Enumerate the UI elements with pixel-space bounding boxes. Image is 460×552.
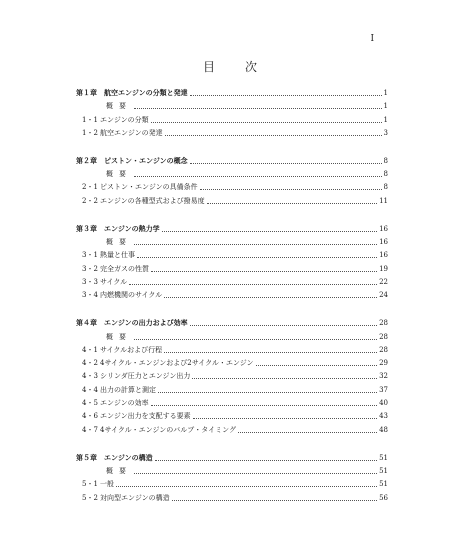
section-title: 概要 (106, 170, 132, 179)
toc-entry[interactable] (76, 98, 388, 111)
chapter-title: エンジンの出力および効率 (104, 319, 188, 328)
section-number: 4・3 (82, 372, 98, 381)
leader-dots (256, 365, 378, 366)
section-title: シリンダ圧力とエンジン出力 (100, 372, 191, 381)
page-ref: 1 (383, 115, 388, 124)
section-title: 4サイクル・エンジンのバルブ・タイミング (100, 425, 236, 434)
toc-chapter (76, 152, 388, 206)
page-ref: 24 (379, 291, 388, 300)
section-title: 対向型エンジンの構造 (100, 493, 170, 502)
section-title: ピストン・エンジンの具備条件 (100, 183, 198, 192)
page-ref: 56 (379, 493, 388, 502)
toc-entry[interactable] (76, 260, 388, 273)
page-ref: 3 (383, 128, 388, 137)
toc-entry[interactable] (76, 489, 388, 502)
chapter-heading[interactable] (76, 152, 388, 166)
page-ref: 51 (379, 480, 388, 489)
toc-entry[interactable] (76, 274, 388, 287)
leader-dots (158, 392, 377, 393)
leader-dots (162, 231, 377, 232)
section-title: エンジンの効率 (100, 399, 149, 408)
section-number: 1・2 (82, 128, 98, 137)
page-ref: 37 (379, 385, 388, 394)
page-ref: 28 (379, 319, 388, 328)
chapter-number: 第４章 (76, 319, 97, 328)
leader-dots (190, 95, 382, 96)
toc-chapter (76, 314, 388, 434)
chapter-number: 第５章 (76, 453, 97, 462)
leader-dots (164, 297, 377, 298)
section-number: 1・1 (82, 115, 98, 124)
leader-dots (190, 325, 377, 326)
toc-chapter (76, 84, 388, 138)
chapter-number: 第１章 (76, 89, 97, 97)
section-title: 概要 (106, 332, 132, 341)
section-title: 熱量と仕事 (100, 251, 135, 260)
section-title: エンジンの分類 (100, 115, 149, 124)
leader-dots (165, 135, 382, 136)
toc-entry[interactable] (76, 328, 388, 341)
toc-entry[interactable] (76, 355, 388, 368)
leader-dots (207, 203, 377, 204)
table-of-contents (76, 84, 388, 517)
leader-dots (134, 339, 377, 340)
chapter-title: エンジンの構造 (104, 453, 153, 462)
page-ref: 1 (383, 89, 388, 97)
leader-dots (193, 418, 377, 419)
section-number: 3・3 (82, 277, 98, 286)
section-number: 4・7 (82, 425, 98, 434)
section-number: 3・2 (82, 264, 98, 273)
leader-dots (134, 244, 377, 245)
page-ref: 8 (383, 170, 388, 179)
page-title: 目次 (202, 60, 287, 74)
toc-entry[interactable] (76, 166, 388, 179)
toc-entry[interactable] (76, 381, 388, 394)
toc-entry[interactable] (76, 179, 388, 192)
section-number: 3・1 (82, 251, 98, 260)
page-ref: 40 (379, 399, 388, 408)
chapter-heading[interactable] (76, 220, 388, 234)
toc-entry[interactable] (76, 111, 388, 124)
page-ref: 28 (379, 345, 388, 354)
page-ref: 1 (383, 102, 388, 111)
section-number: 3・4 (82, 291, 98, 300)
page-ref: 48 (379, 425, 388, 434)
leader-dots (200, 189, 382, 190)
page-ref: 32 (379, 372, 388, 381)
leader-dots (129, 284, 377, 285)
toc-entry[interactable] (76, 342, 388, 355)
section-title: 概要 (106, 238, 132, 247)
leader-dots (172, 500, 377, 501)
chapter-heading[interactable] (76, 314, 388, 328)
page-ref: 16 (379, 238, 388, 247)
page-ref: 16 (379, 224, 388, 233)
section-number: 5・2 (82, 493, 98, 502)
leader-dots (151, 122, 382, 123)
chapter-title: ピストン・エンジンの概念 (104, 156, 188, 165)
section-title: エンジンの各種型式および撥易度 (100, 196, 205, 205)
page-ref: 51 (379, 466, 388, 475)
toc-entry[interactable] (76, 421, 388, 434)
section-title: 航空エンジンの発達 (100, 128, 163, 137)
page-ref: 16 (379, 251, 388, 260)
leader-dots (137, 257, 377, 258)
toc-entry[interactable] (76, 287, 388, 300)
section-title: 概要 (106, 466, 132, 475)
section-number: 4・4 (82, 385, 98, 394)
section-title: エンジン出力を支配する要素 (100, 412, 191, 421)
section-number: 4・5 (82, 399, 98, 408)
page-number: I (370, 34, 374, 44)
section-title: 完全ガスの性質 (100, 264, 149, 273)
page-ref: 19 (379, 264, 388, 273)
leader-dots (151, 405, 377, 406)
section-title: 概要 (106, 102, 132, 111)
leader-dots (134, 108, 382, 109)
toc-entry[interactable] (76, 463, 388, 476)
leader-dots (238, 432, 377, 433)
section-number: 2・1 (82, 183, 98, 192)
section-title: サイクル (100, 277, 128, 286)
toc-entry[interactable] (76, 125, 388, 138)
page-ref: 28 (379, 332, 388, 341)
section-title: 一般 (100, 480, 114, 489)
leader-dots (164, 352, 377, 353)
leader-dots (134, 473, 377, 474)
toc-entry[interactable] (76, 247, 388, 260)
page-ref: 11 (379, 196, 388, 205)
page-ref: 29 (379, 359, 388, 368)
toc-entry[interactable] (76, 408, 388, 421)
leader-dots (116, 486, 377, 487)
toc-entry[interactable] (76, 476, 388, 489)
section-number: 5・1 (82, 480, 98, 489)
section-number: 4・6 (82, 412, 98, 421)
leader-dots (134, 176, 382, 177)
leader-dots (190, 163, 382, 164)
toc-entry[interactable] (76, 192, 388, 205)
toc-entry[interactable] (76, 368, 388, 381)
toc-entry[interactable] (76, 234, 388, 247)
section-number: 4・2 (82, 359, 98, 368)
chapter-title: 航空エンジンの分類と発達 (104, 89, 188, 97)
leader-dots (192, 378, 377, 379)
toc-entry[interactable] (76, 395, 388, 408)
leader-dots (151, 271, 377, 272)
leader-dots (155, 460, 377, 461)
section-title: 内燃機関のサイクル (100, 291, 163, 300)
page-ref: 8 (383, 156, 388, 165)
section-number: 4・1 (82, 345, 98, 354)
chapter-title: エンジンの熱力学 (104, 224, 160, 233)
section-title: 4サイクル・エンジンおよび2サイクル・エンジン (100, 359, 254, 368)
page-ref: 8 (383, 183, 388, 192)
section-title: 出力の計算と測定 (100, 385, 156, 394)
chapter-number: 第２章 (76, 156, 97, 165)
section-number: 2・2 (82, 196, 98, 205)
toc-chapter (76, 449, 388, 503)
toc-chapter (76, 220, 388, 300)
chapter-number: 第３章 (76, 224, 97, 233)
page-ref: 22 (379, 277, 388, 286)
page-ref: 51 (379, 453, 388, 462)
page-ref: 43 (379, 412, 388, 421)
chapter-heading[interactable] (76, 449, 388, 463)
chapter-heading[interactable] (76, 84, 388, 98)
section-title: サイクルおよび行程 (100, 345, 163, 354)
